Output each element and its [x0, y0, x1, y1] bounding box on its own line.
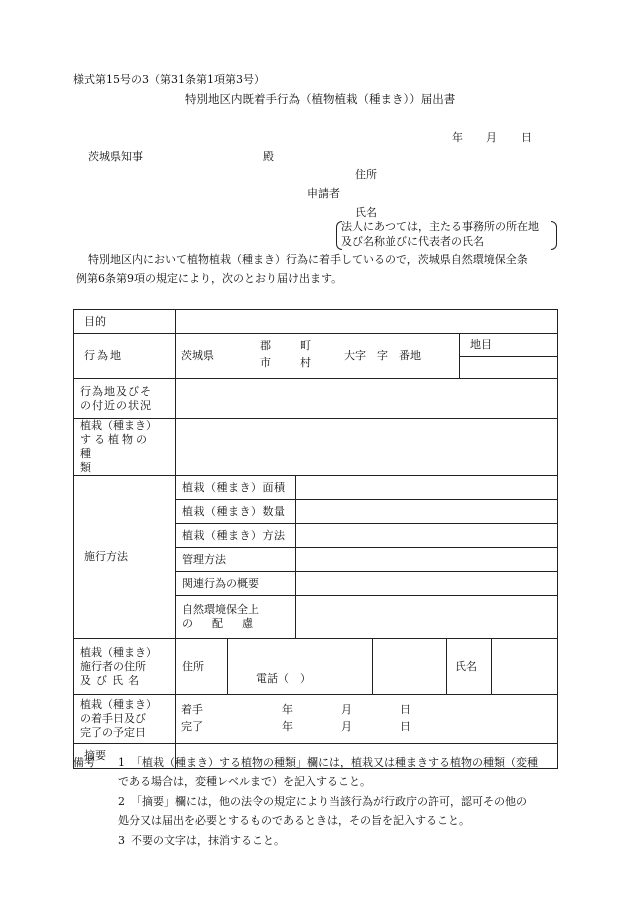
- schedule-field[interactable]: [176, 695, 558, 744]
- method-environment-label: [176, 596, 296, 639]
- machi-text: 町: [300, 339, 311, 352]
- surroundings-label: [74, 379, 176, 419]
- form-title: 特別地区内既着手行為（植物植栽（種まき））届出書: [185, 92, 456, 106]
- start-month: 月: [341, 703, 352, 716]
- addressee: 茨城県知事: [88, 150, 143, 163]
- operator-name-text: 氏名: [455, 659, 477, 673]
- aza-text: 大字 字 番地: [344, 349, 421, 362]
- note-2-number: 2: [118, 795, 125, 808]
- operator-address-field-ext[interactable]: [373, 639, 447, 695]
- plant-kind-label: [74, 419, 176, 476]
- method-area-field[interactable]: [296, 476, 558, 500]
- schedule-line-3: 完了の予定日: [80, 726, 146, 739]
- operator-address-label: 住所: [182, 659, 204, 673]
- method-related-text: 関連行為の概要: [182, 576, 259, 590]
- schedule-line-2: の着手日及び: [80, 712, 146, 725]
- method-related-field[interactable]: [296, 572, 558, 596]
- method-quantity-text: 植栽（種まき）数量: [182, 504, 286, 518]
- honorific: 殿: [263, 150, 274, 163]
- prefecture-text: 茨城県: [181, 349, 214, 362]
- method-quantity-label: [176, 500, 296, 524]
- plant-kind-field[interactable]: [176, 419, 558, 476]
- date-day: 日: [521, 131, 532, 144]
- operator-line-2: 施行者の住所: [80, 659, 146, 673]
- row-method-area: [74, 476, 558, 500]
- plant-kind-line-1: 植栽（種まき）: [80, 419, 157, 432]
- notes-label: 備考: [73, 756, 95, 769]
- notification-form-table: [73, 309, 558, 769]
- operator-name-label: [447, 639, 492, 695]
- date-month: 月: [486, 131, 497, 144]
- method-management-field[interactable]: [296, 548, 558, 572]
- operator-label: [74, 639, 176, 695]
- site-label: [74, 334, 176, 379]
- method-area-text: 植栽（種まき）面積: [182, 480, 286, 494]
- note-2-line-1: 「摘要」欄には，他の法令の規定により当該行為が行政庁の許可，認可その他の: [131, 795, 527, 808]
- schedule-label: [74, 695, 176, 744]
- form-number: 様式第15号の3（第31条第1項第3号）: [73, 73, 265, 86]
- operator-address-field[interactable]: [228, 639, 372, 694]
- surroundings-line-1: 行為地及びそ: [80, 384, 152, 398]
- method-way-label: [176, 524, 296, 548]
- row-plant-kind: [74, 419, 558, 476]
- body-text-line-2: 例第6条第9項の規定により，次のとおり届け出ます。: [76, 272, 343, 285]
- start-label: 着手: [181, 703, 203, 716]
- method-text: 施行方法: [84, 550, 128, 563]
- site-text: 行為地: [84, 349, 123, 362]
- remarks-text: 摘要: [84, 749, 106, 762]
- operator-line-1: 植栽（種まき）: [80, 645, 157, 659]
- method-way-field[interactable]: [296, 524, 558, 548]
- finish-label: 完了: [181, 720, 203, 733]
- applicant-address-label: 住所: [355, 168, 377, 181]
- note-1-line-2: である場合は，変種レベルまで）を記入すること。: [118, 775, 371, 788]
- surroundings-line-2: の付近の状況: [80, 398, 152, 412]
- operator-line-3: 及び氏名: [80, 673, 144, 687]
- note-3-number: 3: [118, 834, 125, 847]
- shi-text: 市: [260, 356, 271, 369]
- date-year: 年: [452, 131, 463, 144]
- plant-kind-line-3: 種類: [80, 447, 135, 474]
- corporate-note-line-2: 及び名称並びに代表者の氏名: [341, 235, 484, 248]
- env-line-1: 自然環境保全上: [182, 603, 259, 616]
- row-surroundings: [74, 379, 558, 419]
- method-related-label: [176, 572, 296, 596]
- corporate-note-line-1: 法人にあつては，主たる事務所の所在地: [341, 220, 539, 233]
- method-way-text: 植栽（種まき）方法: [182, 528, 286, 542]
- row-operator: [74, 639, 558, 695]
- note-2-line-2: 処分又は届出を必要とするものであるときは，その旨を記入すること。: [118, 814, 470, 827]
- chimoku-label: [460, 334, 558, 357]
- method-management-label: [176, 548, 296, 572]
- finish-day: 日: [400, 720, 411, 733]
- note-1-line-1: 「植栽（種まき）する植物の種類」欄には，植栽又は種まきする植物の種類（変種: [131, 756, 538, 769]
- finish-year: 年: [282, 720, 293, 733]
- chimoku-field[interactable]: [460, 356, 558, 379]
- start-year: 年: [282, 703, 293, 716]
- operator-name-field[interactable]: [492, 639, 558, 695]
- purpose-label: [74, 310, 176, 334]
- note-3-line-1: 不要の文字は，抹消すること。: [131, 834, 285, 847]
- corporate-note: [336, 220, 557, 249]
- method-area-label: [176, 476, 296, 500]
- method-environment-field[interactable]: [296, 596, 558, 639]
- mura-text: 村: [300, 356, 311, 369]
- row-purpose: [74, 310, 558, 334]
- phone-label: 電話（ ）: [256, 672, 311, 685]
- method-label: [74, 476, 176, 639]
- plant-kind-line-2: する植物の: [80, 433, 150, 446]
- row-site: [74, 334, 558, 357]
- operator-address-cell: [176, 639, 373, 695]
- gun-text: 郡: [260, 339, 271, 352]
- chimoku-text: 地目: [470, 337, 492, 351]
- purpose-field[interactable]: [176, 310, 558, 334]
- row-schedule: [74, 695, 558, 744]
- purpose-text: 目的: [84, 314, 106, 328]
- method-management-text: 管理方法: [182, 552, 226, 566]
- start-day: 日: [400, 703, 411, 716]
- method-quantity-field[interactable]: [296, 500, 558, 524]
- body-text-line-1: 特別地区内において植物植栽（種まき）行為に着手しているので，茨城県自然環境保全条: [88, 253, 528, 266]
- applicant-label: 申請者: [307, 187, 340, 200]
- surroundings-field[interactable]: [176, 379, 558, 419]
- note-1-number: 1: [118, 756, 125, 769]
- site-address-field[interactable]: [176, 334, 460, 379]
- schedule-line-1: 植栽（種まき）: [80, 698, 157, 711]
- applicant-name-label: 氏名: [355, 206, 377, 219]
- env-line-2: の配慮: [182, 617, 272, 630]
- finish-month: 月: [341, 720, 352, 733]
